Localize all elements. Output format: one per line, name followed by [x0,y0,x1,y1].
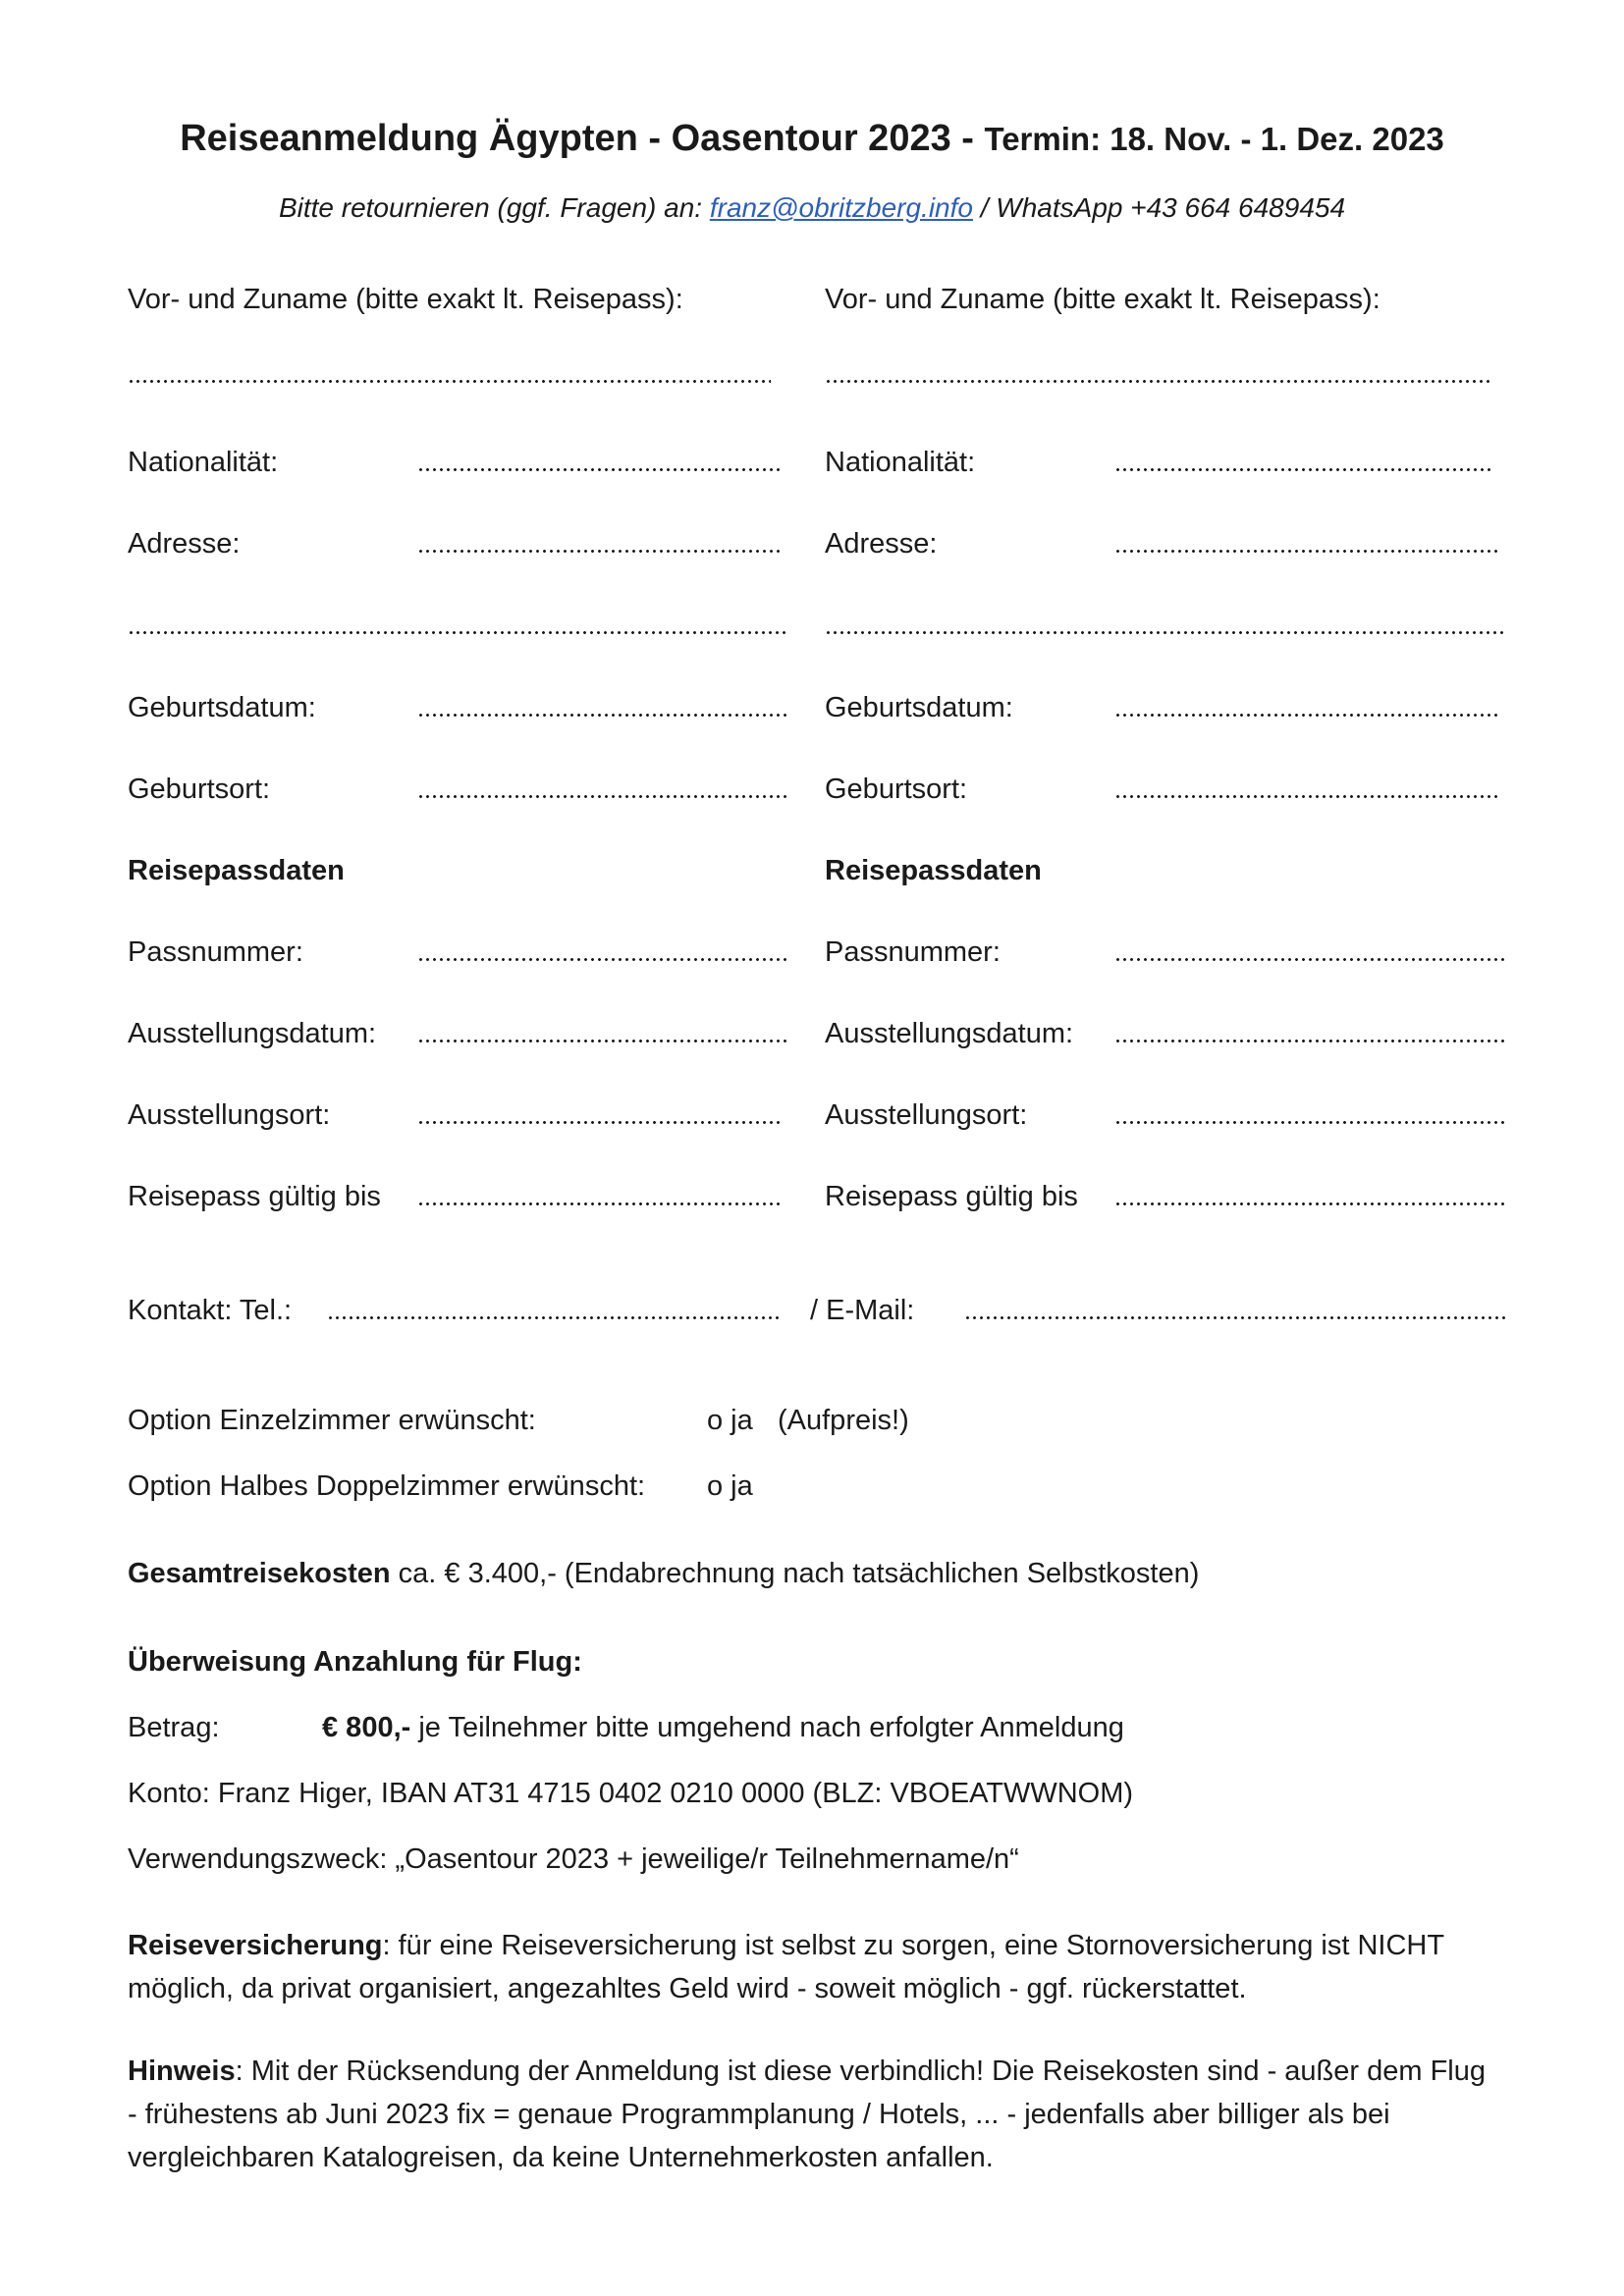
right-name-label: Vor- und Zuname (bitte exakt lt. Reisepass): [825,284,1380,315]
right-address-field-line2[interactable] [825,614,1507,636]
left-passport-number-label: Passnummer: [128,936,303,968]
bank-account: Konto: Franz Higer, IBAN AT31 4715 0402 0210 0000 (BLZ: VBOEATWWNOM) [128,1778,1134,1809]
left-issue-place-field[interactable] [417,1104,781,1126]
return-instructions [0,192,1624,224]
payment-purpose: Verwendungszweck: „Oasentour 2023 + jeweilige/r Teilnehmername/n“ [128,1843,1019,1875]
page-title [0,118,1624,160]
right-birthdate-field[interactable] [1114,697,1500,719]
single-room-label: Option Einzelzimmer erwünscht: [128,1405,536,1436]
right-passport-heading: Reisepassdaten [825,855,1042,886]
total-costs [128,1557,1199,1590]
right-issue-place-label: Ausstellungsort: [825,1099,1028,1131]
note-paragraph [128,2050,1502,2179]
contact-email-field[interactable] [964,1300,1507,1321]
left-birthplace-field[interactable] [417,778,788,800]
half-double-room-label: Option Halbes Doppelzimmer erwünscht: [128,1470,646,1502]
left-birthdate-label: Geburtsdatum: [128,692,316,723]
subtitle-prefix: Bitte retournieren (ggf. Fragen) an: [278,192,703,223]
right-valid-until-label: Reisepass gültig bis [825,1181,1078,1212]
left-birthplace-label: Geburtsort: [128,774,271,805]
amount-value: € 800,- [322,1712,411,1743]
right-birthplace-field[interactable] [1114,778,1500,800]
left-valid-until-label: Reisepass gültig bis [128,1181,381,1212]
left-issue-place-label: Ausstellungsort: [128,1099,331,1131]
right-name-field[interactable] [825,363,1490,385]
right-nationality-field[interactable] [1114,452,1492,473]
left-birthdate-field[interactable] [417,697,788,719]
amount-label: Betrag: [128,1712,220,1743]
left-name-label: Vor- und Zuname (bitte exakt lt. Reisepass): [128,284,683,315]
left-valid-until-field[interactable] [417,1186,781,1207]
left-address-field-line2[interactable] [128,614,785,636]
right-issue-date-label: Ausstellungsdatum: [825,1018,1074,1049]
contact-phone-field[interactable] [327,1300,781,1321]
left-nationality-field[interactable] [417,452,781,473]
left-passport-number-field[interactable] [417,941,788,963]
insurance-paragraph [128,1924,1502,2010]
right-valid-until-field[interactable] [1114,1186,1507,1207]
single-room-note: (Aufpreis!) [778,1405,909,1436]
total-costs-label: Gesamtreisekosten [128,1558,391,1589]
left-name-field[interactable] [128,363,771,385]
half-double-room-checkbox[interactable]: o ja [707,1470,753,1502]
insurance-label: Reiseversicherung [128,1930,383,1961]
right-birthdate-label: Geburtsdatum: [825,692,1013,723]
left-issue-date-label: Ausstellungsdatum: [128,1018,377,1049]
total-costs-text: ca. € 3.400,- (Endabrechnung nach tatsächlichen Selbstkosten) [398,1558,1200,1589]
left-issue-date-field[interactable] [417,1023,788,1044]
insurance-text: : für eine Reiseversicherung ist selbst zu sorgen, eine Stornoversicherung ist NICHT möglich, da privat organisiert, angezahltes Geld wird - soweit möglich - ggf. rückerstattet. [128,1930,1444,2004]
right-passport-number-field[interactable] [1114,941,1507,963]
contact-phone-label: Kontakt: Tel.: [128,1295,293,1326]
left-nationality-label: Nationalität: [128,447,279,478]
email-link[interactable]: franz@obritzberg.info [709,192,973,223]
title-main: Reiseanmeldung Ägypten - Oasentour 2023 - [180,118,974,159]
note-text: : Mit der Rücksendung der Anmeldung ist diese verbindlich! Die Reisekosten sind - außer dem Flug - frühestens ab Juni 2023 fix = genaue Programmplanung / Hotels, ... - jedenfalls aber billiger als bei vergleichbaren Katalogreisen, da keine Unternehmerkosten anfallen. [128,2056,1487,2173]
amount-text: je Teilnehmer bitte umgehend nach erfolgter Anmeldung [418,1712,1124,1743]
right-birthplace-label: Geburtsort: [825,774,968,805]
single-room-checkbox[interactable]: o ja [707,1405,753,1436]
right-address-label: Adresse: [825,528,938,560]
note-label: Hinweis [128,2056,236,2087]
right-issue-place-field[interactable] [1114,1104,1507,1126]
subtitle-suffix: / WhatsApp +43 664 6489454 [980,192,1346,223]
left-address-label: Adresse: [128,528,241,560]
left-address-field[interactable] [417,533,781,555]
amount-line [322,1711,1124,1744]
right-nationality-label: Nationalität: [825,447,976,478]
transfer-heading: Überweisung Anzahlung für Flug: [128,1646,582,1678]
right-address-field[interactable] [1114,533,1497,555]
right-passport-number-label: Passnummer: [825,936,1001,968]
right-issue-date-field[interactable] [1114,1023,1507,1044]
title-termin: Termin: 18. Nov. - 1. Dez. 2023 [984,121,1444,157]
contact-email-label: / E-Mail: [810,1295,915,1326]
left-passport-heading: Reisepassdaten [128,855,345,886]
